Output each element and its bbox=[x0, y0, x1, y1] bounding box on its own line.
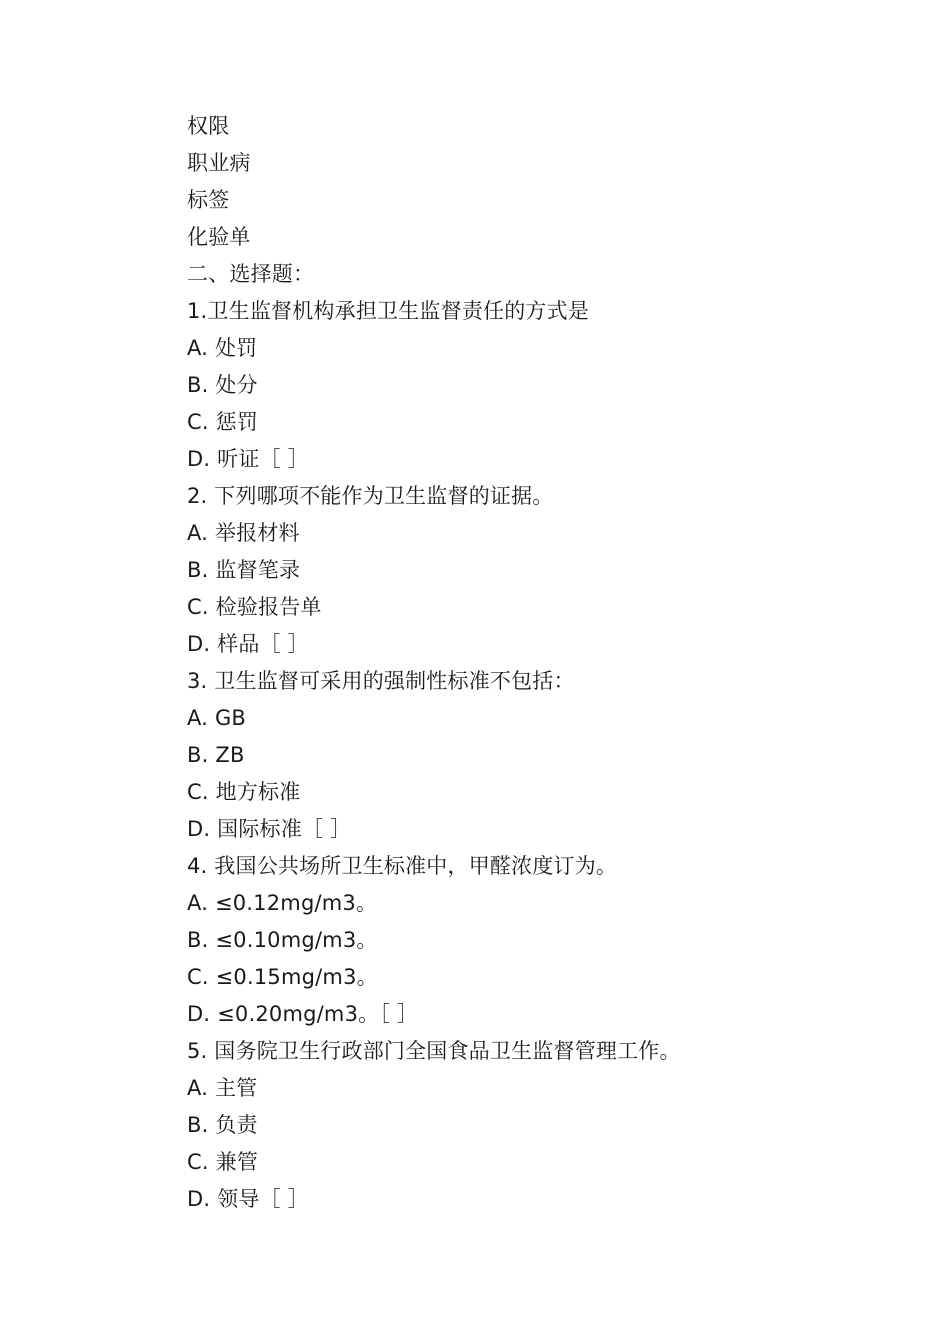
term-item: 职业病 bbox=[187, 151, 251, 175]
term-item: 标签 bbox=[187, 188, 230, 212]
document-body bbox=[187, 108, 887, 1218]
answer-option: A. 处罚 bbox=[187, 336, 258, 360]
answer-option: B. ≤0.10mg/m3。 bbox=[187, 928, 378, 952]
answer-option: A. 举报材料 bbox=[187, 521, 300, 545]
section-heading: 二、选择题： bbox=[187, 262, 315, 286]
answer-option: C. 检验报告单 bbox=[187, 595, 322, 619]
answer-option: D. 领导［ ］ bbox=[187, 1187, 309, 1211]
answer-option: D. 国际标准［ ］ bbox=[187, 817, 352, 841]
answer-option: C. 兼管 bbox=[187, 1150, 259, 1174]
answer-option: D. ≤0.20mg/m3。［ ］ bbox=[187, 1002, 419, 1026]
answer-option: C. ≤0.15mg/m3。 bbox=[187, 965, 378, 989]
answer-option: C. 地方标准 bbox=[187, 780, 301, 804]
answer-option: D. 听证［ ］ bbox=[187, 447, 309, 471]
answer-option: B. 监督笔录 bbox=[187, 558, 301, 582]
answer-option: B. 负责 bbox=[187, 1113, 258, 1137]
question-stem: 1.卫生监督机构承担卫生监督责任的方式是 bbox=[187, 299, 590, 323]
answer-option: D. 样品［ ］ bbox=[187, 632, 309, 656]
question-stem: 4. 我国公共场所卫生标准中，甲醛浓度订为。 bbox=[187, 854, 618, 878]
answer-option: A. ≤0.12mg/m3。 bbox=[187, 891, 378, 915]
term-item: 化验单 bbox=[187, 225, 251, 249]
answer-option: A. 主管 bbox=[187, 1076, 258, 1100]
question-stem: 2. 下列哪项不能作为卫生监督的证据。 bbox=[187, 484, 554, 508]
question-stem: 5. 国务院卫生行政部门全国食品卫生监督管理工作。 bbox=[187, 1039, 681, 1063]
answer-option: B. ZB bbox=[187, 743, 245, 767]
answer-option: A. GB bbox=[187, 706, 247, 730]
answer-option: C. 惩罚 bbox=[187, 410, 259, 434]
term-item: 权限 bbox=[187, 114, 230, 138]
question-stem: 3. 卫生监督可采用的强制性标准不包括： bbox=[187, 669, 575, 693]
answer-option: B. 处分 bbox=[187, 373, 258, 397]
